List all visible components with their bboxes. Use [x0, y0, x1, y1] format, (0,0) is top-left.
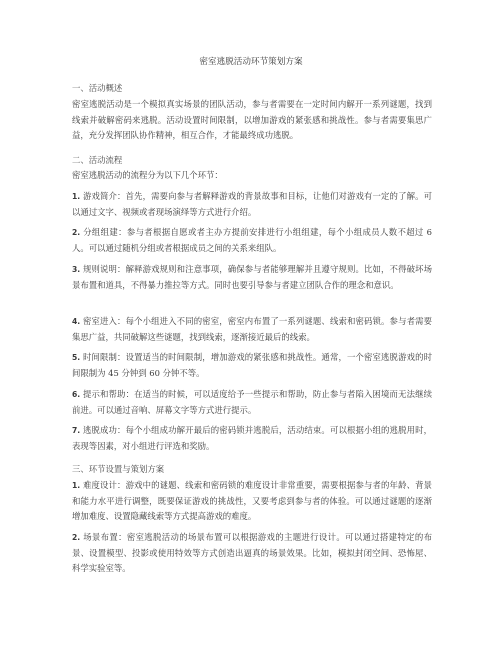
plan-item-text: 场景布置：密室逃脱活动的场景布置可以根据游戏的主题进行设计。可以通过搭建特定的布景、设置模型、投影或使用特效等方式创造出逼真的场景效果。比如，模拟封闭空间、恐怖屋、科学实验室等。: [72, 532, 433, 573]
flow-item-number: 4.: [72, 317, 81, 326]
plan-item: [72, 530, 432, 577]
overview-paragraph: 密室逃脱活动是一个模拟真实场景的团队活动，参与者需要在一定时间内解开一系列谜题，找到线索并破解密码来逃脱。活动设置时间限制，以增加游戏的紧张感和挑战性。参与者需要集思广益，充分发挥团队协作精神，相互合作，才能最终成功逃脱。: [72, 99, 432, 140]
flow-item-text: 逃脱成功：每个小组成功解开最后的密码锁并逃脱后，活动结束。可以根据小组的逃脱用时，表现等因素，对小组进行评选和奖励。: [72, 425, 432, 451]
flow-item-text: 提示和帮助：在适当的时候，可以适度给予一些提示和帮助，防止参与者陷入困境而无法继续前进。可以通过音响、屏幕文字等方式进行提示。: [72, 389, 432, 415]
flow-item-text: 分组组建：参与者根据自愿或者主办方提前安排进行小组组建，每个小组成员人数不超过 6 人。可以通过随机分组或者根据成员之间的关系来组队。: [72, 227, 432, 253]
flow-item: [72, 423, 432, 454]
plan-item: [72, 478, 432, 525]
section-heading-plan: 三、环节设置与策划方案: [72, 464, 165, 474]
flow-item-text: 时间限制：设置适当的时间限制，增加游戏的紧张感和挑战性。通常，一个密室逃脱游戏的时间限制为 45 分钟到 60 分钟不等。: [72, 352, 432, 378]
flow-item: [72, 314, 432, 345]
flow-item-number: 5.: [72, 353, 81, 362]
flow-item-number: 6.: [72, 390, 81, 399]
flow-item-text: 规则说明：解释游戏规则和注意事项，确保参与者能够理解并且遵守规则。比如，不得破坏场景布置和道具，不得暴力推拉等方式。同时也要引导参与者建立团队合作的理念和意识。: [72, 264, 432, 290]
flow-item: [72, 387, 432, 418]
document-title: 密室逃脱活动环节策划方案: [199, 57, 303, 67]
flow-item-text: 密室进入：每个小组进入不同的密室，密室内布置了一系列谜题、线索和密码锁。参与者需要集思广益，共同破解这些谜题，找到线索，逐渐接近最后的线索。: [72, 316, 432, 342]
section-heading-flow: 二、活动流程: [72, 155, 123, 165]
flow-item: [72, 225, 432, 256]
plan-item-text: 难度设计：游戏中的谜题、线索和密码锁的难度设计非常重要，需要根据参与者的年龄、背景和能力水平进行调整，既要保证游戏的挑战性，又要考虑到参与者的体验。可以通过谜题的逐渐增加难度、设置隐藏线索等方式提高游戏的难度。: [72, 480, 432, 521]
plan-item-number: 1.: [72, 481, 81, 490]
flow-item: [72, 189, 432, 220]
flow-item-number: 7.: [72, 426, 81, 435]
section-heading-overview: 一、活动概述: [72, 83, 123, 93]
flow-item-number: 3.: [72, 265, 81, 274]
flow-item: [72, 350, 432, 381]
flow-item-number: 2.: [72, 228, 81, 237]
flow-intro: 密室逃脱活动的流程分为以下几个环节：: [72, 170, 223, 180]
flow-item-number: 1.: [72, 192, 81, 201]
flow-item: [72, 262, 432, 293]
plan-item-number: 2.: [72, 533, 81, 542]
flow-item-text: 游戏简介：首先，需要向参与者解释游戏的背景故事和目标，让他们对游戏有一定的了解。可以通过文字、视频或者现场演绎等方式进行介绍。: [72, 191, 432, 217]
